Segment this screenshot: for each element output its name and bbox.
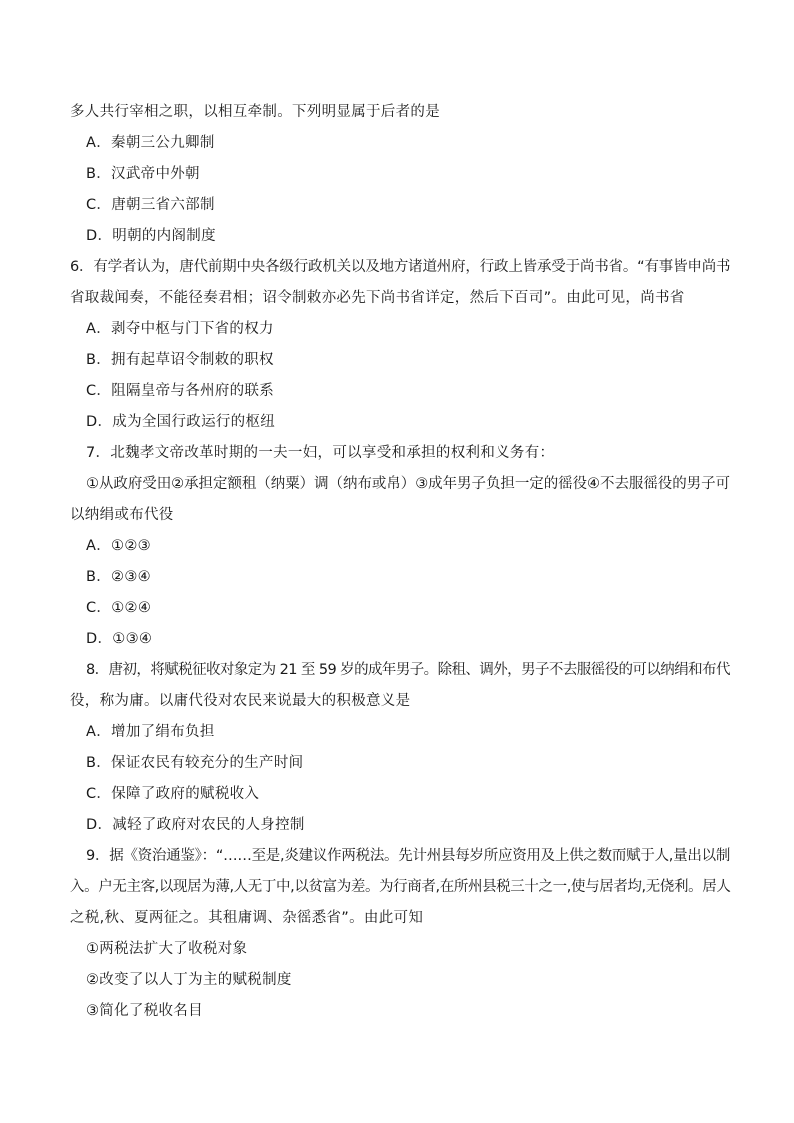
q5-option-b: B．汉武帝中外朝	[86, 166, 200, 182]
q6-option-c: C．阻隔皇帝与各州府的联系	[86, 383, 275, 399]
q6-option-d: D．成为全国行政运行的枢纽	[86, 414, 276, 430]
q5-option-c: C．唐朝三省六部制	[86, 197, 215, 213]
q5-option-d: D．明朝的内阁制度	[86, 228, 216, 244]
q9-item-2: ②改变了以人丁为主的赋税制度	[86, 972, 292, 988]
q7-option-d: D．①③④	[86, 631, 153, 647]
q8-option-d: D．减轻了政府对农民的人身控制	[86, 817, 305, 833]
q6-option-b: B．拥有起草诏令制敕的职权	[86, 352, 274, 368]
q8-stem-line-2: 役，称为庸。以庸代役对农民来说最大的积极意义是	[70, 693, 411, 709]
q8-option-b: B．保证农民有较充分的生产时间	[86, 755, 304, 771]
intro-line: 多人共行宰相之职，以相互牵制。下列明显属于后者的是	[70, 104, 440, 120]
q7-option-c: C．①②④	[86, 600, 152, 616]
q7-option-a: A．①②③	[86, 538, 151, 554]
q9-item-3: ③简化了税收名目	[86, 1003, 203, 1019]
q9-stem-line-1: 9．据《资治通鉴》：“……至是,炎建议作两税法。先计州县每岁所应资用及上供之数而赋于人,量出以制	[86, 848, 731, 864]
q5-option-a: A．秦朝三公九卿制	[86, 135, 215, 151]
q7-stem-line-1: 7．北魏孝文帝改革时期的一夫一妇，可以享受和承担的权利和义务有：	[86, 445, 555, 461]
q7-option-b: B．②③④	[86, 569, 151, 585]
q6-stem-line-1: 6．有学者认为，唐代前期中央各级行政机关以及地方诸道州府，行政上皆承受于尚书省。“有事皆申尚书	[70, 259, 731, 275]
q9-stem-line-2: 入。户无主客,以现居为薄,人无丁中,以贫富为差。为行商者,在所州县税三十之一,使与居者均,无侥利。居人	[70, 879, 731, 895]
q8-stem-line-1: 8．唐初，将赋税征收对象定为 21 至 59 岁的成年男子。除租、调外，男子不去服徭役的可以纳绢和布代	[86, 662, 730, 678]
q6-stem-line-2: 省取裁闻奏，不能径奏君相；诏令制敕亦必先下尚书省详定，然后下百司”。由此可见，尚书省	[70, 290, 685, 306]
q8-option-a: A．增加了绢布负担	[86, 724, 215, 740]
q9-stem-line-3: 之税,秋、夏两征之。其租庸调、杂徭悉省”。由此可知	[70, 910, 424, 926]
q7-stem-line-3: 以纳绢或布代役	[70, 507, 174, 523]
q7-stem-line-2: ①从政府受田②承担定额租（纳粟）调（纳布或帛）③成年男子负担一定的徭役④不去服徭役的男子可	[86, 476, 730, 492]
q9-item-1: ①两税法扩大了收税对象	[86, 941, 248, 957]
q6-option-a: A．剥夺中枢与门下省的权力	[86, 321, 274, 337]
q8-option-c: C．保障了政府的赋税收入	[86, 786, 260, 802]
